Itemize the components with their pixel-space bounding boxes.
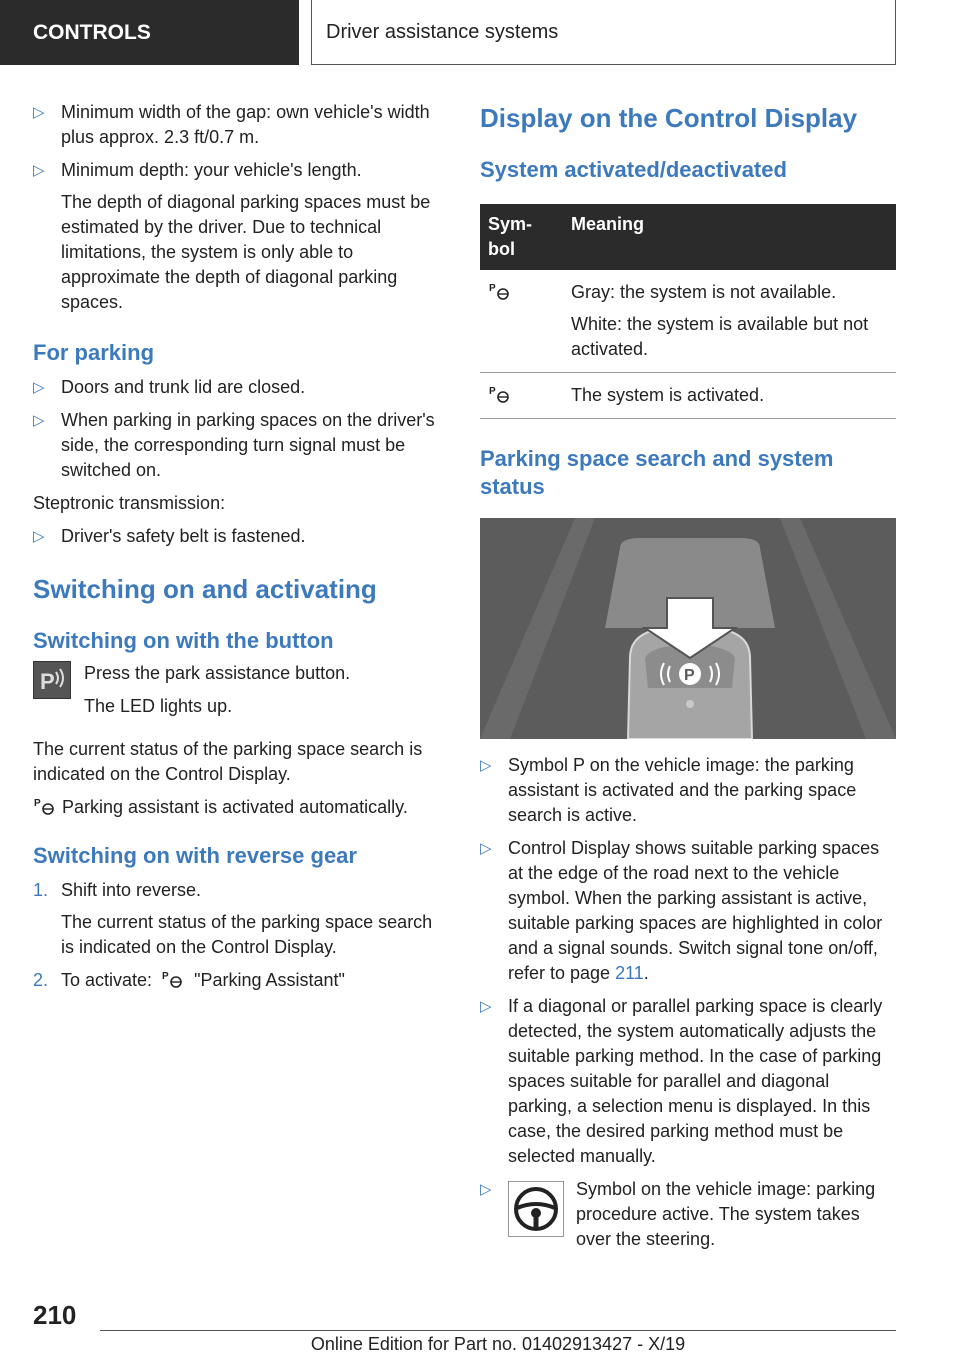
- reverse-heading: Switching on with reverse gear: [33, 843, 357, 868]
- svg-text:P: P: [40, 669, 55, 694]
- parking-assistant-active-icon: [488, 384, 512, 404]
- status-text: The current status of the parking space search is indicated on the Control Display.: [33, 739, 423, 784]
- table-header-meaning: Meaning: [563, 204, 896, 270]
- svg-text:P: P: [684, 667, 695, 684]
- parking-assistant-icon: [161, 969, 185, 989]
- footer-divider: [100, 1330, 896, 1331]
- list-item: ▷ Symbol on the vehicle image: parking procedure active. The system takes over the steering.: [480, 1179, 876, 1249]
- button-block: P Press the park assistance button. The LED lights up.: [33, 661, 448, 719]
- auto-text: P Parking assistant is activated automatically.: [34, 797, 408, 817]
- section-tab: CONTROLS: [0, 0, 299, 65]
- list-item: ▷ Symbol P on the vehicle image: the parking assistant is activated and the parking space search is active.: [480, 755, 857, 825]
- list-item: ▷ Control Display shows suitable parking spaces at the edge of the road next to the vehicle symbol. When the parking assistant is active, suitable parking spaces are highlighted in color and a signal sounds. Switch signal tone on/off, refer to page 211.: [480, 838, 883, 983]
- bullet-marker: ▷: [33, 104, 45, 121]
- bullet-marker: ▷: [480, 840, 492, 857]
- activated-subheading: System activated/deactivated: [480, 157, 787, 182]
- table-row: P Gray: the system is not available. White: the system is available but not activated.: [480, 270, 896, 373]
- list-item: ▷ Minimum depth: your vehicle's length.: [33, 158, 448, 183]
- bullet-marker: ▷: [33, 412, 45, 429]
- svg-text:P: P: [489, 283, 496, 294]
- svg-text:P: P: [162, 971, 169, 982]
- list-item: 1. Shift into reverse.: [33, 880, 202, 900]
- right-column: [480, 100, 896, 1252]
- table-row: P The system is activated.: [480, 373, 896, 419]
- bullet-marker: ▷: [480, 1181, 492, 1198]
- steering-wheel-icon: [508, 1181, 564, 1237]
- park-assist-button-icon: [33, 661, 71, 699]
- steptronic-label: Steptronic transmission:: [33, 493, 226, 513]
- svg-text:P: P: [489, 386, 496, 397]
- list-item: ▷ Minimum width of the gap: own vehicle's width plus approx. 2.3 ft/0.7 m.: [33, 102, 430, 147]
- display-heading: Display on the Control Display: [480, 103, 858, 133]
- bullet-marker: ▷: [480, 998, 492, 1015]
- search-heading: Parking space search and system status: [480, 446, 834, 499]
- parking-assistant-icon: [488, 281, 512, 301]
- left-column: ▷ Minimum width of the gap: own vehicle's width plus approx. 2.3 ft/0.7 m. ▷ Minimum depth: your vehicle's length. The depth of diagonal parking spaces must be estimated by the driver. Due to technical limitations, the system is only able to approximate the depth of diagonal parking spaces. For parking ▷ Doors and trunk lid are closed. ▷ When parking in parking spaces on the driver's side, the corresponding turn signal must be switched on. Steptronic transmission: ▷ Driver's safety belt is fastened. Switching on and activating Switching on with the button P Press the park assistance button. The LED lights up. The current status of the parking space search is indicated on the Control Display. P Parking assistant is activated automatically. Switching on with reverse gear 1. Shift into reverse. The current status of the parking space search is indicated on the Control Display. 2. To activate: P "Parking Assistant": [33, 100, 448, 993]
- symbol-table: [480, 204, 896, 419]
- bullet-marker: ▷: [33, 528, 45, 545]
- list-item: 2. To activate: P "Parking Assistant": [33, 970, 345, 990]
- bullet-marker: ▷: [33, 162, 45, 179]
- table-header-symbol: Sym- bol: [480, 204, 563, 270]
- bullet-marker: ▷: [33, 379, 45, 396]
- list-item: ▷ Doors and trunk lid are closed.: [33, 375, 448, 400]
- bullet-marker: ▷: [480, 757, 492, 774]
- parking-assistant-icon: [33, 796, 57, 816]
- list-item: ▷ If a diagonal or parallel parking space is clearly detected, the system automatically adjusts the suitable parking method. In the case of parking spaces suitable for parallel and diagonal parking, a selection menu is displayed. In this case, the desired parking method must be selected manually.: [480, 996, 883, 1166]
- chapter-title: Driver assistance systems: [311, 0, 896, 65]
- vehicle-display-image: [480, 518, 896, 739]
- button-heading: Switching on with the button: [33, 628, 334, 653]
- edition-text: Online Edition for Part no. 01402913427 - X/19: [310, 1334, 686, 1354]
- svg-text:P: P: [34, 798, 41, 809]
- switching-heading: Switching on and activating: [33, 574, 377, 604]
- for-parking-heading: For parking: [33, 340, 155, 365]
- list-item: ▷ Driver's safety belt is fastened.: [33, 524, 448, 549]
- page-link[interactable]: 211: [615, 963, 644, 983]
- list-item: ▷ When parking in parking spaces on the driver's side, the corresponding turn signal must be switched on.: [33, 410, 435, 480]
- depth-note: The depth of diagonal parking spaces must be estimated by the driver. Due to technical limitations, the system is only able to approximate the depth of diagonal parking spaces.: [61, 192, 431, 312]
- page-number: 210: [33, 1300, 77, 1330]
